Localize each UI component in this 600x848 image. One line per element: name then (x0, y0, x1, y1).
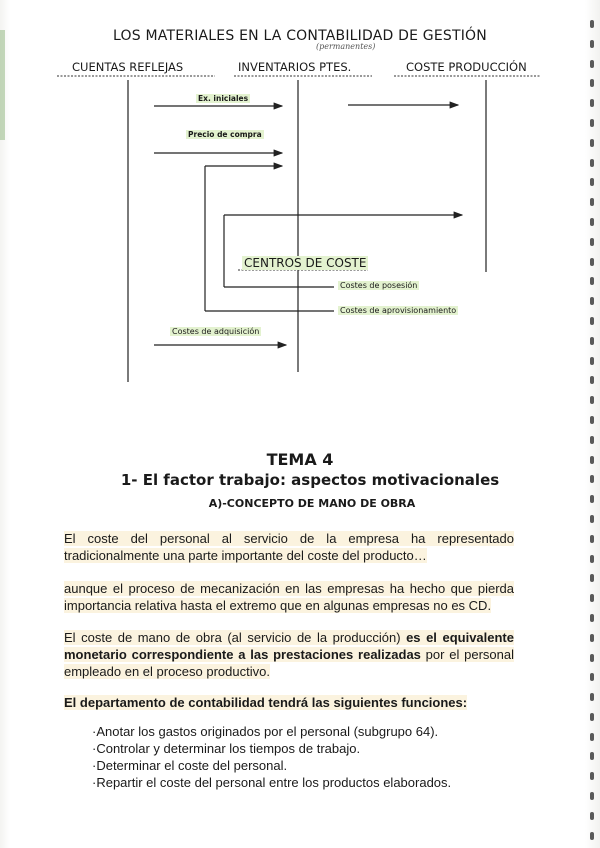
diagram-title: LOS MATERIALES EN LA CONTABILIDAD DE GESTIÓN (113, 28, 487, 44)
column-cuentas-reflejas: CUENTAS REFLEJAS (72, 60, 184, 74)
diagram-lines (0, 0, 600, 400)
label-ex-iniciales: Ex. iniciales (198, 94, 249, 103)
label-costes-adquisicion: Costes de adquisición (172, 327, 260, 336)
list-item: ·Determinar el coste del personal. (92, 758, 288, 773)
label-centros-coste: CENTROS DE COSTE (244, 256, 367, 270)
column-coste-produccion: COSTE PRODUCCIÓN (406, 60, 527, 74)
column-inventarios: INVENTARIOS PTES. (238, 60, 352, 74)
paragraph-2: aunque el proceso de mecanización en las empresas ha hecho que pierda importancia relativa hasta el extremo que en algunas empresas no es CD. (64, 581, 514, 613)
tema-heading: TEMA 4 (266, 450, 334, 469)
paragraph-3: El coste de mano de obra (al servicio de la producción) es el equivalente monetario correspondiente a las prestaciones realizadas por el personal empleado en el proceso productivo. (64, 630, 514, 679)
paragraph-4: El departamento de contabilidad tendrá las siguientes funciones: (64, 695, 468, 710)
label-precio-compra: Precio de compra (188, 130, 262, 139)
label-costes-aprovisionamiento: Costes de aprovisionamiento (340, 306, 457, 315)
list-item: ·Repartir el coste del personal entre los productos elaborados. (92, 775, 452, 790)
handwritten-note: (permanentes) (316, 42, 376, 51)
functions-list (92, 723, 512, 791)
section-subtitle: 1- El factor trabajo: aspectos motivacionales (120, 471, 500, 489)
label-costes-posesion: Costes de posesión (340, 281, 418, 290)
list-item: ·Anotar los gastos originados por el personal (subgrupo 64). (92, 724, 439, 739)
paragraph-1: El coste del personal al servicio de la empresa ha representado tradicionalmente una parte importante del coste del producto… (64, 531, 514, 563)
list-item: ·Controlar y determinar los tiempos de trabajo. (92, 741, 361, 756)
subsection-heading: A)-CONCEPTO DE MANO DE OBRA (208, 497, 416, 510)
